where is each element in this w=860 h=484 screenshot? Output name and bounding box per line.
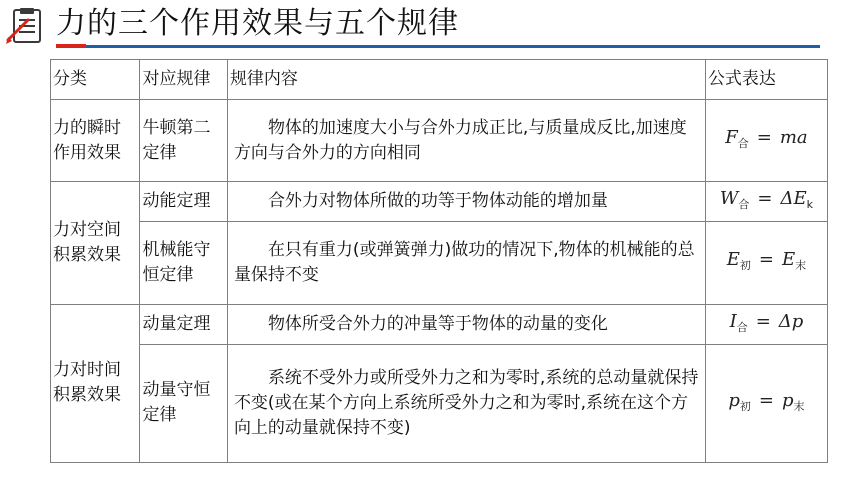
content-cell: 物体的加速度大小与合外力成正比,与质量成反比,加速度方向与合外力的方向相同 bbox=[227, 100, 705, 182]
category-cell: 力对时间积累效果 bbox=[51, 304, 140, 462]
category-cell: 力的瞬时作用效果 bbox=[51, 100, 140, 182]
table-row bbox=[51, 344, 828, 462]
page-title: 力的三个作用效果与五个规律 bbox=[56, 6, 459, 41]
header-content: 规律内容 bbox=[227, 60, 705, 100]
table-row bbox=[51, 222, 828, 304]
title-underline bbox=[86, 45, 820, 48]
formula-cell: $I_合 = \Delta p$ bbox=[705, 304, 827, 344]
category-cell: 力对空间积累效果 bbox=[51, 182, 140, 304]
law-cell: 牛顿第二定律 bbox=[140, 100, 227, 182]
title-underline-accent bbox=[56, 44, 86, 48]
table-row bbox=[51, 100, 828, 182]
header-formula: 公式表达 bbox=[705, 60, 827, 100]
formula-cell: $F_合$ = ma bbox=[705, 100, 827, 182]
table-row bbox=[51, 182, 828, 222]
content-cell: 合外力对物体所做的功等于物体动能的增加量 bbox=[227, 182, 705, 222]
table-row bbox=[51, 304, 828, 344]
law-cell: 动量定理 bbox=[140, 304, 227, 344]
formula-cell: $p_初 = p_末$ bbox=[705, 344, 827, 462]
checklist-icon bbox=[6, 6, 46, 46]
law-cell: 机械能守恒定律 bbox=[140, 222, 227, 304]
formula-cell: $E_初 = E_末$ bbox=[705, 222, 827, 304]
content-cell: 物体所受合外力的冲量等于物体的动量的变化 bbox=[227, 304, 705, 344]
law-cell: 动量守恒定律 bbox=[140, 344, 227, 462]
content-cell: 系统不受外力或所受外力之和为零时,系统的总动量就保持不变(或在某个方向上系统所受外力之和为零时,系统在这个方向上的动量就保持不变) bbox=[227, 344, 705, 462]
formula-cell: $W_合 = \Delta E_k$ bbox=[705, 182, 827, 222]
laws-table bbox=[50, 59, 828, 463]
content-cell: 在只有重力(或弹簧弹力)做功的情况下,物体的机械能的总量保持不变 bbox=[227, 222, 705, 304]
header-law: 对应规律 bbox=[140, 60, 227, 100]
table-header-row bbox=[51, 60, 828, 100]
law-cell: 动能定理 bbox=[140, 182, 227, 222]
header-category: 分类 bbox=[51, 60, 140, 100]
